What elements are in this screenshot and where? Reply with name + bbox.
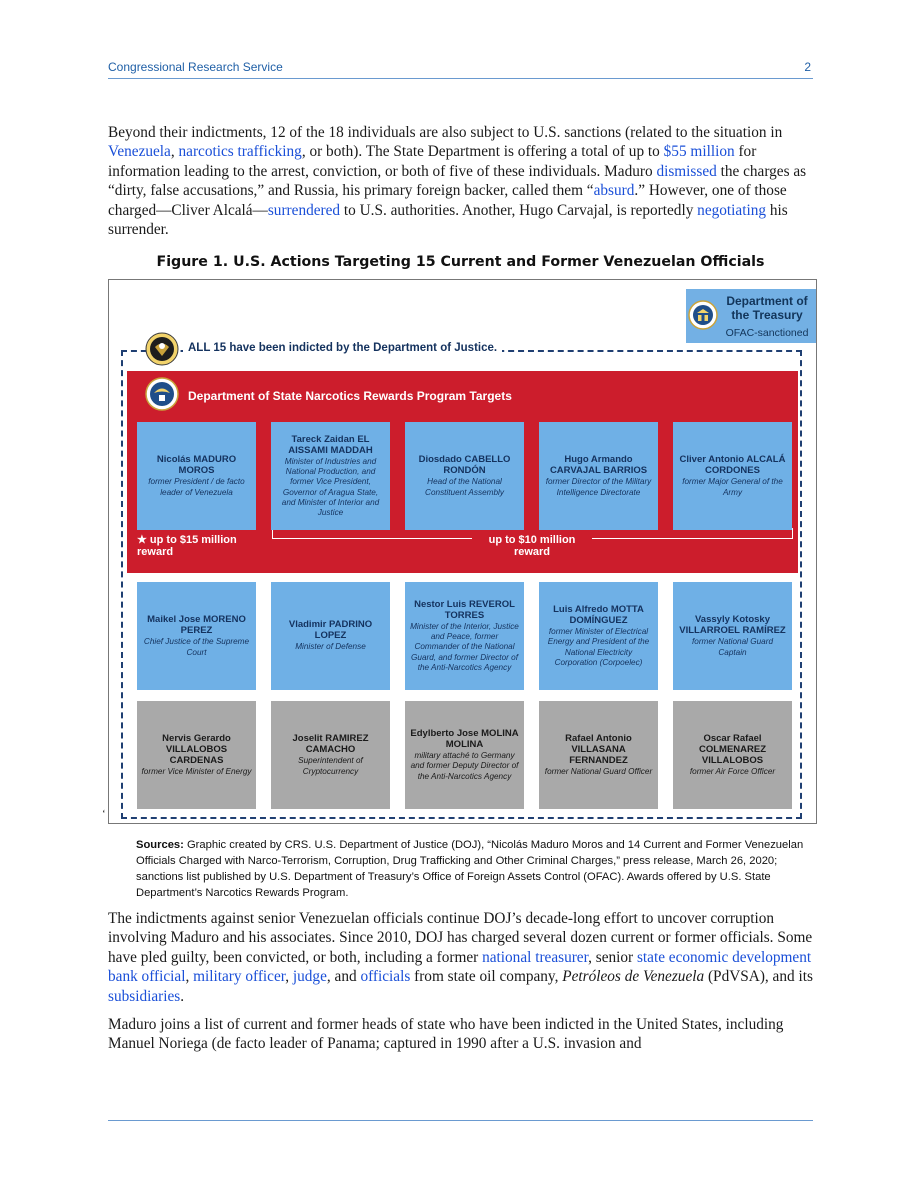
text-run: , bbox=[185, 968, 194, 986]
official-card bbox=[539, 701, 658, 809]
text-run: his surrender. bbox=[108, 201, 788, 239]
official-title: former Minister of Electrical Energy and President of the National Electricity Corporation (Corpoelec) bbox=[547, 626, 650, 667]
official-name: Joselit RAMIREZ CAMACHO bbox=[292, 733, 369, 756]
link-55-million[interactable]: $55 million bbox=[663, 143, 735, 161]
text-run: the charges as “dirty, false accusations,” and Russia, his primary foreign backer, called them “ bbox=[108, 162, 807, 200]
official-title: Chief Justice of the Supreme Court bbox=[143, 637, 250, 657]
page-number: 2 bbox=[804, 60, 811, 74]
text-run: .” However, one of those charged—Cliver Alcalá— bbox=[108, 182, 787, 219]
official-title: former Major General of the Army bbox=[682, 477, 783, 497]
star-icon: ★ bbox=[137, 534, 150, 546]
paragraph-2 bbox=[108, 909, 813, 1006]
official-name: Hugo Armando CARVAJAL BARRIOS bbox=[549, 454, 648, 477]
link-officials[interactable]: officials bbox=[360, 968, 411, 986]
official-name: Vassyly Kotosky VILLARROEL RAMÍREZ bbox=[679, 614, 786, 637]
official-card bbox=[137, 582, 256, 690]
text-run: Beyond their indictments, 12 of the 18 individuals are also subject to U.S. sanctions (related to the situation in bbox=[108, 124, 783, 141]
official-title: former National Guard Captain bbox=[692, 637, 773, 657]
reward-15-million bbox=[137, 534, 247, 558]
official-card bbox=[137, 422, 256, 530]
official-title: Minister of the Interior, Justice and Peace, former Commander of the National Guard, and former Director of the Anti-Narcotics Agency bbox=[410, 621, 519, 672]
treasury-seal-icon bbox=[688, 300, 718, 330]
official-name: Nicolás MADURO MOROS bbox=[156, 454, 237, 477]
state-department-seal-icon bbox=[145, 377, 179, 411]
official-card bbox=[673, 701, 792, 809]
official-title: Minister of Industries and National Production, and former Vice President, Governor of Aragua State, and Minister of Interior and Justice bbox=[281, 456, 380, 518]
official-title: former National Guard Officer bbox=[544, 766, 653, 776]
text-run: , or both). The State Department is offering a total of up to bbox=[301, 143, 664, 161]
link-national-treasurer[interactable]: national treasurer bbox=[482, 948, 589, 966]
figure-title: Figure 1. U.S. Actions Targeting 15 Current and Former Venezuelan Officials bbox=[156, 254, 765, 270]
text-run: to U.S. authorities. Another, Hugo Carvajal, is reportedly bbox=[340, 201, 698, 219]
stray-mark: ‘ bbox=[102, 808, 106, 820]
treasury-legend bbox=[686, 289, 816, 343]
state-rewards-title: Department of State Narcotics Rewards Program Targets bbox=[188, 389, 512, 403]
sources-label: Sources: bbox=[136, 839, 184, 851]
link-judge[interactable]: judge bbox=[292, 968, 327, 986]
official-card bbox=[271, 701, 390, 809]
official-title: Head of the National Constituent Assembly bbox=[425, 477, 504, 497]
paragraph-3: Maduro joins a list of current and former heads of state who have been indicted in the United States, including Manuel Noriega (de facto leader of Panama; captured in 1990 after a U.S. invasion and bbox=[108, 1016, 784, 1053]
official-name: Luis Alfredo MOTTA DOMÍNGUEZ bbox=[553, 603, 644, 626]
official-card bbox=[405, 422, 524, 530]
link-subsidiaries[interactable]: subsidiaries bbox=[108, 987, 181, 1005]
sources-text: Graphic created by CRS. U.S. Department of Justice (DOJ), “Nicolás Maduro Moros and 14 Current and Former Venezuelan Officials Charged with Narco-Terrorism, Corruption, Drug Trafficking and Other Criminal Charges,” press release, March 26, 2020; sanctions list published by U.S. Department of Treasury’s Office of Foreign Assets Control (OFAC). Awards offered by U.S. State Department’s Narcotics Rewards Program. bbox=[136, 839, 804, 899]
link-bank-official[interactable]: state economic development bank official bbox=[108, 948, 812, 986]
text-run: , and bbox=[326, 968, 361, 986]
text-run: . bbox=[180, 987, 185, 1005]
official-card bbox=[271, 422, 390, 530]
link-surrendered[interactable]: surrendered bbox=[267, 201, 341, 219]
official-title: former Air Force Officer bbox=[689, 766, 776, 776]
official-name: Oscar Rafael COLMENAREZ VILLALOBOS bbox=[698, 732, 767, 766]
doj-label: ALL 15 have been indicted by the Department of Justice. bbox=[183, 342, 502, 354]
paragraph-1 bbox=[108, 123, 813, 239]
text-run: The indictments against senior Venezuelan officials continue DOJ’s decade-long effort to uncover corruption involving Maduro and his associates. Since 2010, DOJ has charged several dozen current or former officials. Some have pled guilty, been convicted, or both, including a former bbox=[108, 910, 813, 966]
official-card bbox=[539, 582, 658, 690]
official-title: former President / de facto leader of Venezuela bbox=[148, 477, 245, 497]
official-card bbox=[405, 701, 524, 809]
official-title: military attaché to Germany and former Deputy Director of the Anti-Narcotics Agency bbox=[410, 751, 519, 781]
text-run: for information leading to the arrest, conviction, or both of five of these individuals. Maduro bbox=[108, 143, 757, 180]
official-card bbox=[271, 582, 390, 690]
page-header bbox=[108, 58, 813, 76]
header-source: Congressional Research Service bbox=[108, 60, 283, 74]
official-name: Tareck Zaidan EL AISSAMI MADDAH bbox=[288, 433, 373, 456]
link-absurd[interactable]: absurd bbox=[593, 182, 635, 200]
pdvsa-name: Petróleos de Venezuela bbox=[562, 968, 705, 986]
link-dismissed[interactable]: dismissed bbox=[656, 162, 717, 180]
link-military-officer[interactable]: military officer bbox=[193, 968, 286, 986]
treasury-title: Department of the Treasury bbox=[726, 294, 808, 322]
official-card bbox=[539, 422, 658, 530]
official-title: Superintendent of Cryptocurrency bbox=[298, 756, 363, 776]
official-card bbox=[137, 701, 256, 809]
official-name: Maikel Jose MORENO PEREZ bbox=[147, 614, 246, 637]
official-card bbox=[405, 582, 524, 690]
link-venezuela[interactable]: Venezuela bbox=[108, 143, 171, 161]
official-name: Nestor Luis REVEROL TORRES bbox=[414, 598, 515, 621]
treasury-subtitle: OFAC-sanctioned bbox=[725, 327, 809, 339]
official-card bbox=[673, 582, 792, 690]
link-negotiating[interactable]: negotiating bbox=[697, 201, 766, 219]
official-name: Vladimir PADRINO LOPEZ bbox=[288, 619, 373, 642]
doj-seal-icon bbox=[145, 332, 179, 366]
header-rule bbox=[108, 78, 813, 79]
footer-rule bbox=[108, 1120, 813, 1121]
official-name: Edylberto Jose MOLINA MOLINA bbox=[410, 728, 519, 751]
text-run: (PdVSA), and its bbox=[704, 968, 813, 986]
official-name: Cliver Antonio ALCALÁ CORDONES bbox=[679, 454, 786, 477]
official-title: former Vice Minister of Energy bbox=[141, 766, 252, 776]
official-title: former Director of the Military Intelligence Directorate bbox=[545, 477, 652, 497]
official-title: Minister of Defense bbox=[295, 642, 366, 652]
text-run: , bbox=[170, 143, 179, 161]
official-name: Rafael Antonio VILLASANA FERNANDEZ bbox=[565, 732, 632, 766]
text-run: , bbox=[285, 968, 293, 986]
figure-graphic bbox=[102, 279, 817, 824]
official-card bbox=[673, 422, 792, 530]
reward-15-text: up to $15 million reward bbox=[137, 534, 237, 558]
figure-sources bbox=[136, 837, 816, 901]
text-run: from state oil company, bbox=[410, 968, 563, 986]
text-run: , senior bbox=[588, 948, 637, 966]
reward-10-million: up to $10 million reward bbox=[472, 534, 592, 558]
official-name: Nervis Gerardo VILLALOBOS CARDENAS bbox=[162, 732, 231, 766]
link-narcotics-trafficking[interactable]: narcotics trafficking bbox=[178, 143, 302, 161]
official-name: Diosdado CABELLO RONDÓN bbox=[418, 454, 511, 477]
